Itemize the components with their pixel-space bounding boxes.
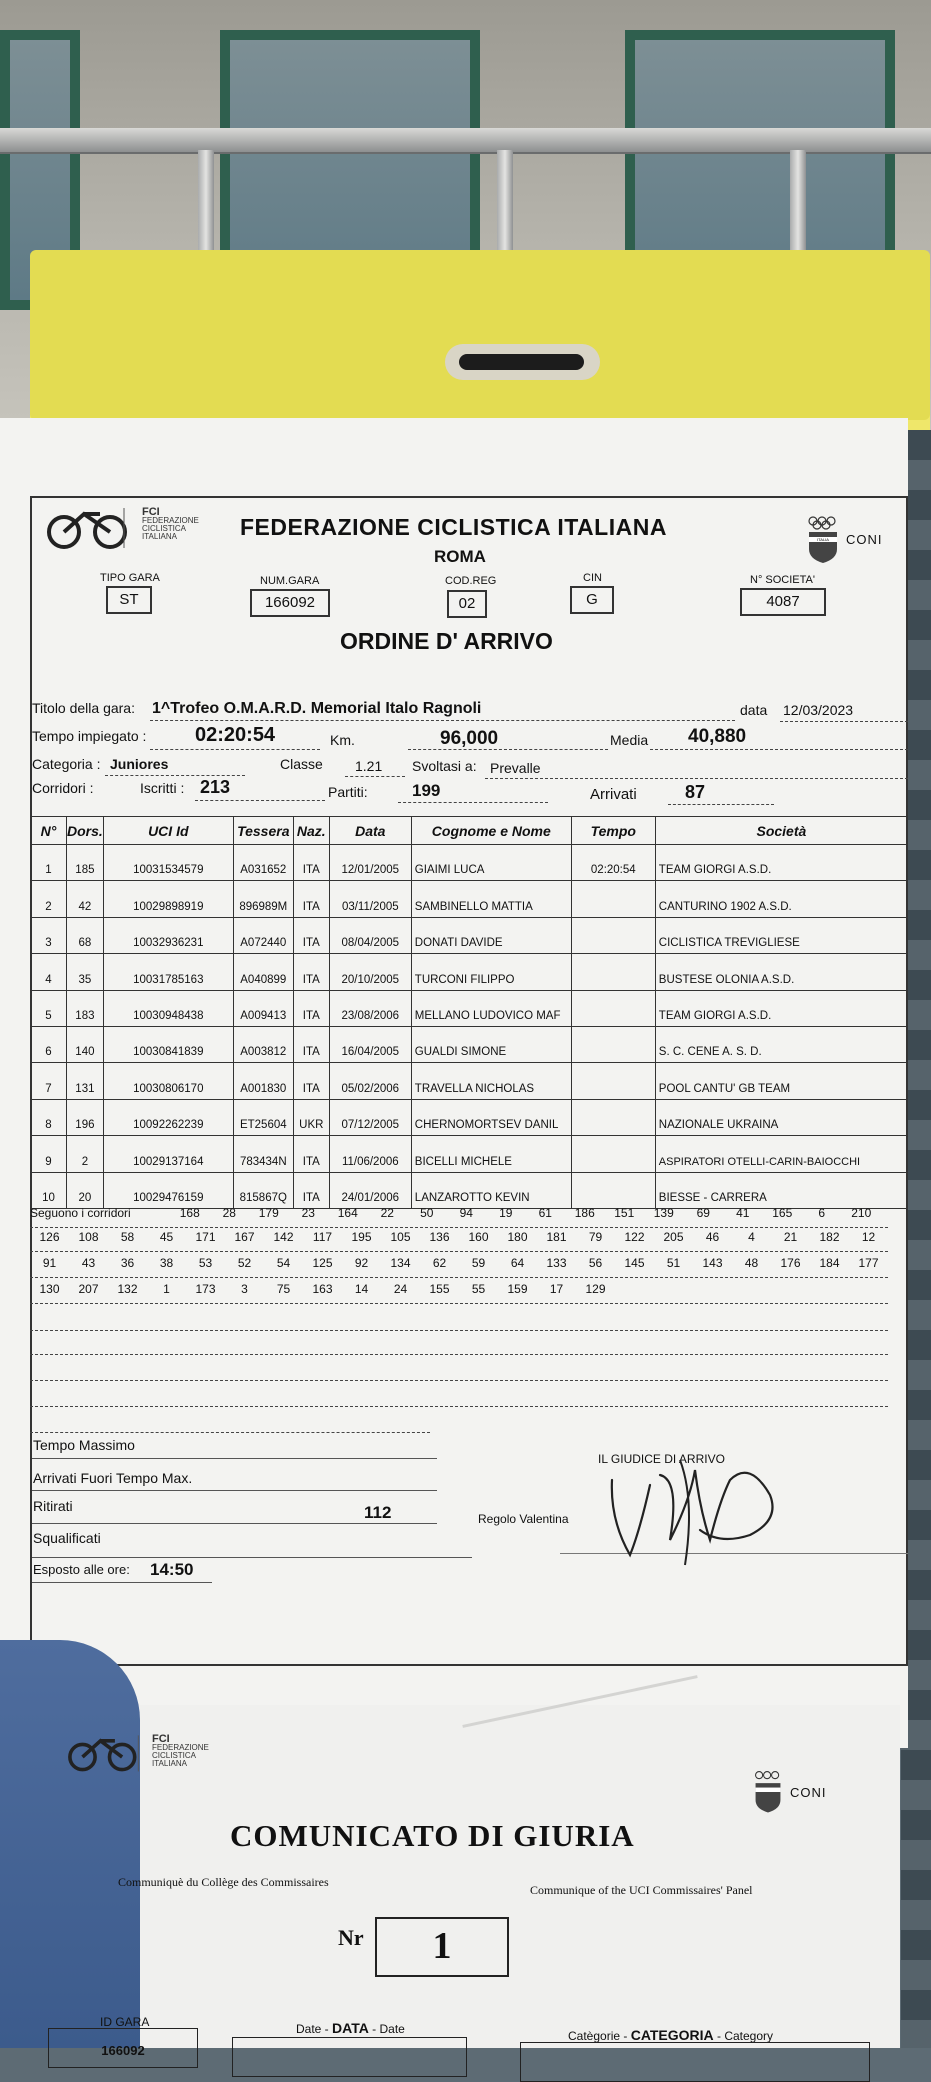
cell-rider-name: TURCONI FILIPPO — [411, 954, 571, 990]
table-row — [31, 1136, 908, 1172]
cell-rider-name: MELLANO LUDOVICO MAF — [411, 990, 571, 1026]
col-header-nationality: Naz. — [293, 817, 329, 845]
id-gara-box — [48, 2028, 198, 2068]
titolo-label: Titolo della gara: — [32, 700, 135, 716]
cin-label: CIN — [583, 572, 602, 584]
cell-position: 8 — [31, 1099, 67, 1135]
fci-logo-text: FCI FEDERAZIONE CICLISTICA ITALIANA — [142, 506, 199, 541]
rider-number: 1 — [163, 1282, 170, 1296]
cell-dorsal: 131 — [67, 1063, 104, 1099]
cell-rider-name: SAMBINELLO MATTIA — [411, 881, 571, 917]
rider-number: 56 — [588, 1256, 603, 1270]
rider-number: 176 — [780, 1256, 801, 1270]
rider-number: 58 — [120, 1230, 135, 1244]
cell-uci-id: 10031534579 — [103, 845, 233, 881]
rider-number: 3 — [241, 1282, 248, 1296]
rider-number: 160 — [468, 1230, 489, 1244]
cell-birthdate: 08/04/2005 — [329, 917, 411, 953]
cell-rider-name: GUALDI SIMONE — [411, 1026, 571, 1062]
table-row — [31, 990, 908, 1026]
cell-tessera: ET25604 — [233, 1099, 293, 1135]
rider-number: 22 — [380, 1206, 394, 1220]
rider-number: 61 — [538, 1206, 552, 1220]
cell-nationality: ITA — [293, 917, 329, 953]
rider-number: 133 — [546, 1256, 567, 1270]
tipo-gara-label: TIPO GARA — [100, 572, 160, 584]
cell-tessera: A009413 — [233, 990, 293, 1026]
dotted-line — [345, 776, 405, 777]
rider-number: 205 — [663, 1230, 684, 1244]
rider-number: 132 — [117, 1282, 138, 1296]
rider-number: 155 — [429, 1282, 450, 1296]
rider-number: 38 — [159, 1256, 174, 1270]
cell-time — [571, 1172, 655, 1208]
cin-value: G — [570, 586, 614, 614]
rider-number: 182 — [819, 1230, 840, 1244]
cell-time — [571, 1026, 655, 1062]
rider-number: 36 — [120, 1256, 135, 1270]
rider-number: 94 — [459, 1206, 473, 1220]
cell-team: S. C. CENE A. S. D. — [655, 1026, 907, 1062]
rider-number: 163 — [312, 1282, 333, 1296]
cell-uci-id: 10031785163 — [103, 954, 233, 990]
cell-rider-name: GIAIMI LUCA — [411, 845, 571, 881]
rider-number: 207 — [78, 1282, 99, 1296]
rider-number: 4 — [748, 1230, 755, 1244]
partiti-label: Partiti: — [328, 784, 368, 800]
cell-position: 3 — [31, 917, 67, 953]
cell-team: CICLISTICA TREVIGLIESE — [655, 917, 907, 953]
cell-position: 9 — [31, 1136, 67, 1172]
coni-label: CONI — [790, 1785, 827, 1800]
following-riders-numbers — [170, 1206, 881, 1220]
cell-nationality: ITA — [293, 990, 329, 1026]
cell-nationality: ITA — [293, 1026, 329, 1062]
partiti-count: 199 — [412, 781, 441, 800]
cell-rider-name: TRAVELLA NICHOLAS — [411, 1063, 571, 1099]
col-header-time: Tempo — [571, 817, 655, 845]
giudice-label: IL GIUDICE DI ARRIVO — [598, 1452, 725, 1466]
iscritti-count: 213 — [200, 777, 231, 797]
cell-birthdate: 20/10/2005 — [329, 954, 411, 990]
rider-number: 134 — [390, 1256, 411, 1270]
city-title: ROMA — [434, 547, 486, 566]
km-label: Km. — [330, 732, 355, 748]
rider-number: 179 — [258, 1206, 279, 1220]
col-header-uci-id: UCI Id — [103, 817, 233, 845]
dotted-line — [150, 720, 735, 721]
race-date: 12/03/2023 — [783, 702, 854, 718]
cell-nationality: ITA — [293, 1063, 329, 1099]
cell-position: 1 — [31, 845, 67, 881]
rider-number: 105 — [390, 1230, 411, 1244]
svoltasi-label: Svoltasi a: — [412, 758, 477, 774]
rider-number: 136 — [429, 1230, 450, 1244]
following-riders-line — [30, 1282, 888, 1304]
rider-number: 145 — [624, 1256, 645, 1270]
cell-nationality: ITA — [293, 845, 329, 881]
rider-number: 91 — [42, 1256, 57, 1270]
cell-position: 2 — [31, 881, 67, 917]
rider-number: 210 — [851, 1206, 872, 1220]
race-category: Juniores — [110, 756, 169, 772]
dotted-line — [195, 800, 325, 801]
table-row — [31, 954, 908, 990]
rider-number: 54 — [276, 1256, 291, 1270]
col-header-team: Società — [655, 817, 907, 845]
rider-number: 125 — [312, 1256, 333, 1270]
results-table — [30, 816, 908, 1209]
distance-km: 96,000 — [440, 728, 499, 749]
table-header-row — [31, 817, 908, 845]
cell-birthdate: 05/02/2006 — [329, 1063, 411, 1099]
cell-time — [571, 881, 655, 917]
table-row — [31, 845, 908, 881]
table-row — [31, 881, 908, 917]
cell-position: 6 — [31, 1026, 67, 1062]
giudice-name: Regolo Valentina — [478, 1512, 569, 1526]
rider-number: 151 — [614, 1206, 635, 1220]
federation-title: FEDERAZIONE CICLISTICA ITALIANA — [240, 514, 667, 540]
rider-number: 59 — [471, 1256, 486, 1270]
cell-birthdate: 24/01/2006 — [329, 1172, 411, 1208]
cell-time — [571, 1136, 655, 1172]
rider-number: 51 — [666, 1256, 681, 1270]
cell-birthdate: 16/04/2005 — [329, 1026, 411, 1062]
winning-time: 02:20:54 — [195, 724, 276, 746]
cell-tessera: A003812 — [233, 1026, 293, 1062]
dotted-line — [668, 804, 774, 805]
rider-number: 64 — [510, 1256, 525, 1270]
cell-tessera: A040899 — [233, 954, 293, 990]
judge-signature — [600, 1440, 790, 1570]
rider-number: 41 — [736, 1206, 750, 1220]
cell-tessera: 815867Q — [233, 1172, 293, 1208]
cell-time — [571, 917, 655, 953]
dotted-line — [105, 775, 245, 776]
fci-bicycle-logo-icon — [44, 502, 134, 552]
ritirati-count: 112 — [364, 1503, 392, 1522]
cell-tessera: 783434N — [233, 1136, 293, 1172]
dotted-line — [780, 721, 908, 722]
cell-time — [571, 954, 655, 990]
rider-number: 164 — [337, 1206, 358, 1220]
societa-number-value: 4087 — [740, 588, 826, 616]
cell-team: BIESSE - CARRERA — [655, 1172, 907, 1208]
cell-tessera: A072440 — [233, 917, 293, 953]
rider-number: 75 — [276, 1282, 291, 1296]
following-riders-line — [30, 1256, 888, 1278]
cod-reg-value: 02 — [447, 590, 487, 618]
cell-time — [571, 1063, 655, 1099]
num-gara-value: 166092 — [250, 589, 330, 617]
media-label: Media — [610, 732, 649, 748]
race-class: 1.21 — [355, 758, 383, 774]
cell-dorsal: 196 — [67, 1099, 104, 1135]
fuori-tempo-label: Arrivati Fuori Tempo Max. — [33, 1470, 193, 1486]
rider-number: 69 — [696, 1206, 710, 1220]
cell-uci-id: 10029898919 — [103, 881, 233, 917]
esposto-time: 14:50 — [150, 1560, 194, 1579]
rider-number: 45 — [159, 1230, 174, 1244]
communique-title: COMUNICATO DI GIURIA — [230, 1818, 635, 1853]
footer-line — [32, 1523, 437, 1524]
cell-time — [571, 1099, 655, 1135]
arrivati-label: Arrivati — [590, 786, 637, 803]
rider-number: 159 — [507, 1282, 528, 1296]
cell-nationality: ITA — [293, 1136, 329, 1172]
rider-number: 21 — [783, 1230, 798, 1244]
rider-number: 117 — [312, 1230, 333, 1244]
cell-birthdate: 11/06/2006 — [329, 1136, 411, 1172]
following-riders-label: Seguono i corridori — [30, 1206, 131, 1220]
id-gara-label: ID GARA — [100, 2015, 150, 2029]
rider-number: 173 — [195, 1282, 216, 1296]
rider-number: 19 — [499, 1206, 513, 1220]
cell-dorsal: 140 — [67, 1026, 104, 1062]
cell-rider-name: LANZAROTTO KEVIN — [411, 1172, 571, 1208]
corridori-label: Corridori : — [32, 780, 94, 796]
rider-number: 171 — [195, 1230, 216, 1244]
cell-uci-id: 10030841839 — [103, 1026, 233, 1062]
dotted-line — [30, 1354, 888, 1355]
rider-number: 167 — [234, 1230, 255, 1244]
dotted-line — [650, 749, 908, 750]
rider-number: 17 — [549, 1282, 564, 1296]
cod-reg-label: COD.REG — [445, 575, 497, 587]
rider-number: 28 — [222, 1206, 236, 1220]
cell-dorsal: 35 — [67, 954, 104, 990]
cell-position: 5 — [31, 990, 67, 1026]
rider-number: 139 — [653, 1206, 674, 1220]
dotted-line — [485, 778, 908, 779]
coni-shield-icon — [752, 1768, 784, 1816]
footer-line — [32, 1490, 437, 1491]
cell-team: CANTURINO 1902 A.S.D. — [655, 881, 907, 917]
cell-position: 10 — [31, 1172, 67, 1208]
rider-number: 55 — [471, 1282, 486, 1296]
dotted-line — [30, 1330, 888, 1331]
rider-number: 53 — [198, 1256, 213, 1270]
table-row — [31, 1026, 908, 1062]
rider-number: 92 — [354, 1256, 369, 1270]
table-row — [31, 1172, 908, 1208]
squalificati-label: Squalificati — [33, 1530, 101, 1546]
communique-subtitle-en: Communique of the UCI Commissaires' Panel — [530, 1883, 753, 1897]
cell-tessera: A031652 — [233, 845, 293, 881]
cell-position: 4 — [31, 954, 67, 990]
rider-number: 48 — [744, 1256, 759, 1270]
dotted-line — [398, 802, 548, 803]
cell-rider-name: BICELLI MICHELE — [411, 1136, 571, 1172]
cell-tessera: A001830 — [233, 1063, 293, 1099]
rider-number: 14 — [354, 1282, 369, 1296]
dotted-line — [30, 1380, 888, 1381]
footer-line — [32, 1557, 472, 1558]
race-title: 1^Trofeo O.M.A.R.D. Memorial Italo Ragnoli — [152, 700, 482, 717]
date-box — [232, 2037, 467, 2077]
cell-rider-name: CHERNOMORTSEV DANIL — [411, 1099, 571, 1135]
following-riders-line — [30, 1230, 888, 1252]
footer-line — [32, 1458, 437, 1459]
rider-number: 180 — [507, 1230, 528, 1244]
rider-number: 165 — [772, 1206, 793, 1220]
cell-birthdate: 03/11/2005 — [329, 881, 411, 917]
rider-number: 62 — [432, 1256, 447, 1270]
category-box — [520, 2042, 870, 2082]
tempo-label: Tempo impiegato : — [32, 728, 147, 744]
cell-birthdate: 23/08/2006 — [329, 990, 411, 1026]
race-location: Prevalle — [490, 760, 541, 776]
coni-shield-icon — [805, 515, 841, 565]
rider-number: 79 — [588, 1230, 603, 1244]
tempo-massimo-label: Tempo Massimo — [33, 1437, 135, 1453]
num-gara-label: NUM.GARA — [260, 575, 320, 587]
rider-number: 177 — [858, 1256, 879, 1270]
cell-dorsal: 2 — [67, 1136, 104, 1172]
tipo-gara-value: ST — [106, 586, 152, 614]
date-label: Date - DATA - Date — [296, 2020, 405, 2036]
cell-dorsal: 183 — [67, 990, 104, 1026]
category-label: Catègorie - CATEGORIA - Category — [568, 2027, 774, 2043]
ritirati-label: Ritirati — [33, 1498, 73, 1514]
fci-bicycle-logo-icon — [60, 1730, 150, 1775]
cell-dorsal: 42 — [67, 881, 104, 917]
cell-rider-name: DONATI DAVIDE — [411, 917, 571, 953]
cell-team: ASPIRATORI OTELLI-CARIN-BAIOCCHI — [655, 1136, 907, 1172]
following-riders-line — [30, 1206, 888, 1228]
rider-number: 23 — [301, 1206, 315, 1220]
rider-number: 130 — [39, 1282, 60, 1296]
cell-uci-id: 10029476159 — [103, 1172, 233, 1208]
rider-number: 43 — [81, 1256, 96, 1270]
rider-number: 186 — [574, 1206, 595, 1220]
dotted-line — [150, 749, 320, 750]
cell-team: NAZIONALE UKRAINA — [655, 1099, 907, 1135]
table-row — [31, 1063, 908, 1099]
dotted-line — [408, 749, 608, 750]
cell-birthdate: 07/12/2005 — [329, 1099, 411, 1135]
cell-dorsal: 185 — [67, 845, 104, 881]
footer-line — [32, 1582, 212, 1583]
table-row — [31, 1099, 908, 1135]
rider-number: 108 — [78, 1230, 99, 1244]
data-label: data — [740, 702, 768, 718]
cell-nationality: ITA — [293, 954, 329, 990]
coni-label: CONI — [846, 532, 883, 547]
rider-number: 52 — [237, 1256, 252, 1270]
categoria-label: Categoria : — [32, 756, 101, 772]
rider-number: 24 — [393, 1282, 408, 1296]
cell-time — [571, 990, 655, 1026]
rider-number: 122 — [624, 1230, 645, 1244]
cell-nationality: ITA — [293, 881, 329, 917]
cell-team: BUSTESE OLONIA A.S.D. — [655, 954, 907, 990]
number-label: Nr — [338, 1925, 364, 1950]
col-header-name: Cognome e Nome — [411, 817, 571, 845]
cell-dorsal: 68 — [67, 917, 104, 953]
col-header-position: N° — [31, 817, 67, 845]
rider-number: 50 — [420, 1206, 434, 1220]
cell-position: 7 — [31, 1063, 67, 1099]
clipboard-handle — [445, 344, 600, 380]
esposto-label: Esposto alle ore: — [33, 1562, 130, 1577]
cell-team: TEAM GIORGI A.S.D. — [655, 845, 907, 881]
rider-number: 129 — [585, 1282, 606, 1296]
cell-team: TEAM GIORGI A.S.D. — [655, 990, 907, 1026]
classe-label: Classe — [280, 756, 323, 772]
dotted-line — [30, 1432, 430, 1433]
communique-subtitle-fr: Communiquè du Collège des Commissaires — [118, 1875, 329, 1889]
col-header-birthdate: Data — [329, 817, 411, 845]
cell-tessera: 896989M — [233, 881, 293, 917]
iscritti-label: Iscritti : — [140, 780, 185, 796]
communique-number: 1 — [375, 1917, 509, 1977]
cell-uci-id: 10032936231 — [103, 917, 233, 953]
societa-number-label: N° SOCIETA' — [750, 574, 815, 586]
dotted-line — [30, 1406, 888, 1407]
rider-number: 181 — [546, 1230, 567, 1244]
cell-uci-id: 10092262239 — [103, 1099, 233, 1135]
rider-number: 168 — [179, 1206, 200, 1220]
cell-nationality: UKR — [293, 1099, 329, 1135]
rider-number: 126 — [39, 1230, 60, 1244]
table-row — [31, 917, 908, 953]
cell-team: POOL CANTU' GB TEAM — [655, 1063, 907, 1099]
rider-number: 12 — [861, 1230, 876, 1244]
average-speed: 40,880 — [688, 726, 747, 747]
rider-number: 6 — [818, 1206, 826, 1220]
col-header-tessera: Tessera — [233, 817, 293, 845]
cell-uci-id: 10030948438 — [103, 990, 233, 1026]
cell-nationality: ITA — [293, 1172, 329, 1208]
coni-badge-text: ITALIA — [817, 537, 829, 542]
rider-number: 195 — [351, 1230, 372, 1244]
arrivati-count: 87 — [685, 782, 706, 802]
rider-number: 184 — [819, 1256, 840, 1270]
rider-number: 142 — [273, 1230, 294, 1244]
cell-time: 02:20:54 — [571, 845, 655, 881]
cell-dorsal: 20 — [67, 1172, 104, 1208]
cell-birthdate: 12/01/2005 — [329, 845, 411, 881]
rider-number: 46 — [705, 1230, 720, 1244]
col-header-dorsal: Dors. — [67, 817, 104, 845]
shadow-overlay — [0, 1640, 140, 2048]
rider-number: 143 — [702, 1256, 723, 1270]
id-gara-value: 166092 — [101, 2043, 145, 2058]
cell-uci-id: 10030806170 — [103, 1063, 233, 1099]
fci-logo-text: FCI FEDERAZIONE CICLISTICA ITALIANA — [152, 1733, 209, 1768]
cell-uci-id: 10029137164 — [103, 1136, 233, 1172]
document-title: ORDINE D' ARRIVO — [340, 628, 553, 654]
